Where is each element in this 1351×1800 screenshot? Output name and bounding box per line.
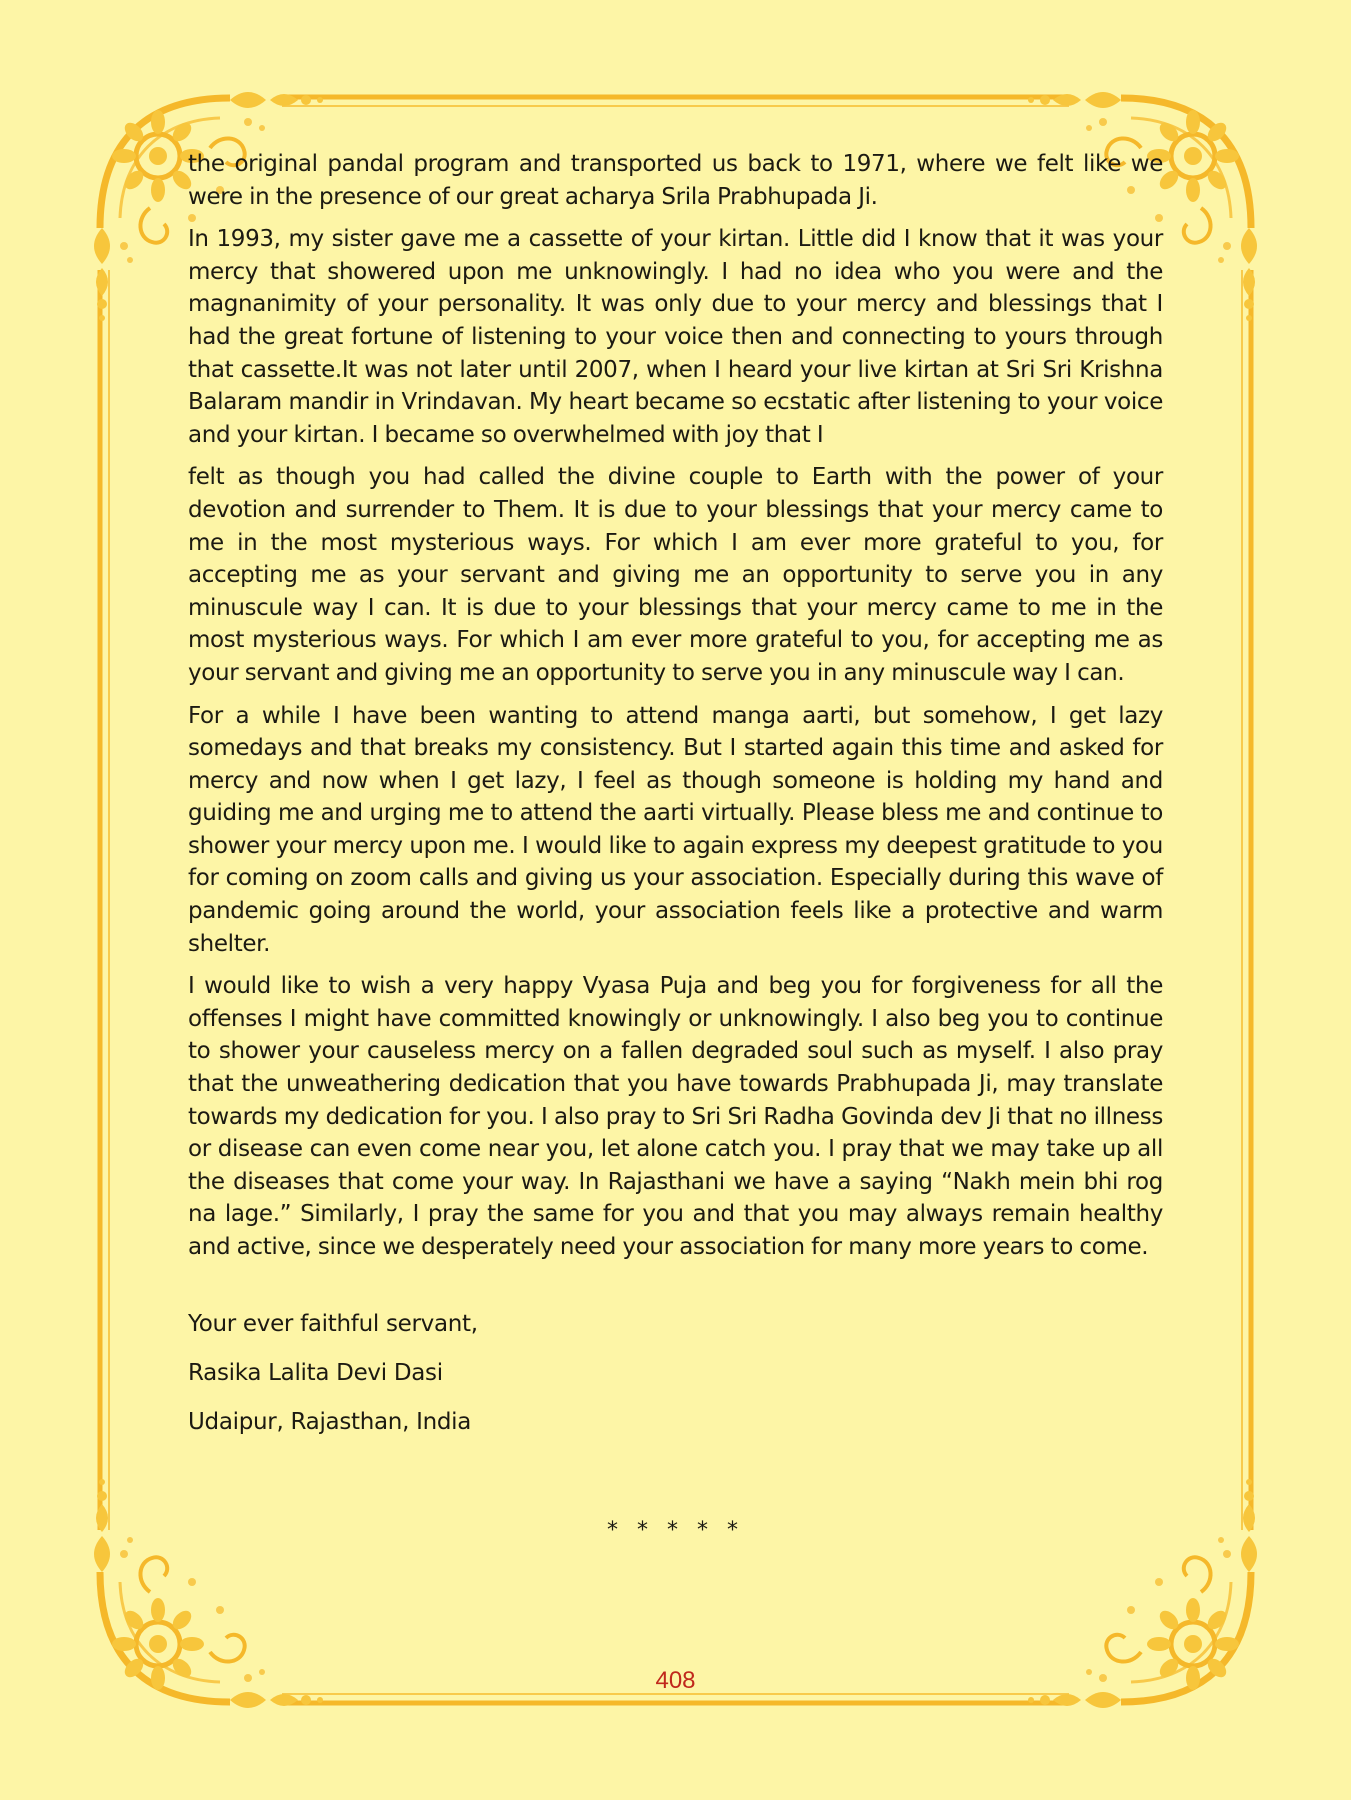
signature-block [188, 1308, 1163, 1438]
page-number: 408 [655, 1667, 696, 1694]
author-name: Rasika Lalita Devi Dasi [188, 1359, 443, 1386]
paragraph-5: I would like to wish a very happy Vyasa Puja and beg you for forgiveness for all the offenses I might have committed knowingly or unknowingly. I also beg you to continue to shower your causeless mercy on a fallen degraded soul such as myself. I also pray that the unweathering dedication that you have towards Prabhupada Ji, may translate towards my dedication for you. I also pray to Sri Sri Radha Govinda dev Ji that no illness or disease can even come near you, let alone catch you. I pray that we may take up all the diseases that come your way. In Rajasthani we have a saying “Nakh mein bhi rog na lage.” Similarly, I pray the same for you and that you may always remain healthy and active, since we desperately need your association for many more years to come. [188, 973, 1163, 1260]
paragraph-2: In 1993, my sister gave me a cassette of your kirtan. Little did I know that it was your mercy that showered upon me unknowingly. I had no idea who you were and the magnanimity of your personality. It was only due to your mercy and blessings that I had the great fortune of listening to your voice then and connecting to yours through that cassette.It was not later until 2007, when I heard your live kirtan at Sri Sri Krishna Balaram mandir in Vrindavan. My heart became so ecstatic after listening to your voice and your kirtan. I became so overwhelmed with joy that I [188, 226, 1163, 448]
section-separator: * * * * * [607, 1518, 744, 1543]
paragraph-1: the original pandal program and transported us back to 1971, where we felt like we were in the presence of our great acharya Srila Prabhupada Ji. [188, 151, 1163, 210]
closing-line: Your ever faithful servant, [188, 1310, 478, 1337]
paragraph-4: For a while I have been wanting to attend manga aarti, but somehow, I get lazy somedays and that breaks my consistency. But I started again this time and asked for mercy and now when I get lazy, I feel as though someone is holding my hand and guiding me and urging me to attend the aarti virtually. Please bless me and continue to shower your mercy upon me. I would like to again express my deepest gratitude to you for coming on zoom calls and giving us your association. Especially during this wave of pandemic going around the world, your association feels like a protective and warm shelter. [188, 702, 1163, 957]
paragraph-3: felt as though you had called the divine couple to Earth with the power of your devotion and surrender to Them. It is due to your blessings that your mercy came to me in the most mysterious ways. For which I am ever more grateful to you, for accepting me as your servant and giving me an opportunity to serve you in any minuscule way I can. It is due to your blessings that your mercy came to me in the most mysterious ways. For which I am ever more grateful to you, for accepting me as your servant and giving me an opportunity to serve you in any minuscule way I can. [188, 464, 1163, 686]
letter-body [188, 148, 1163, 1455]
author-location: Udaipur, Rajasthan, India [188, 1408, 472, 1435]
